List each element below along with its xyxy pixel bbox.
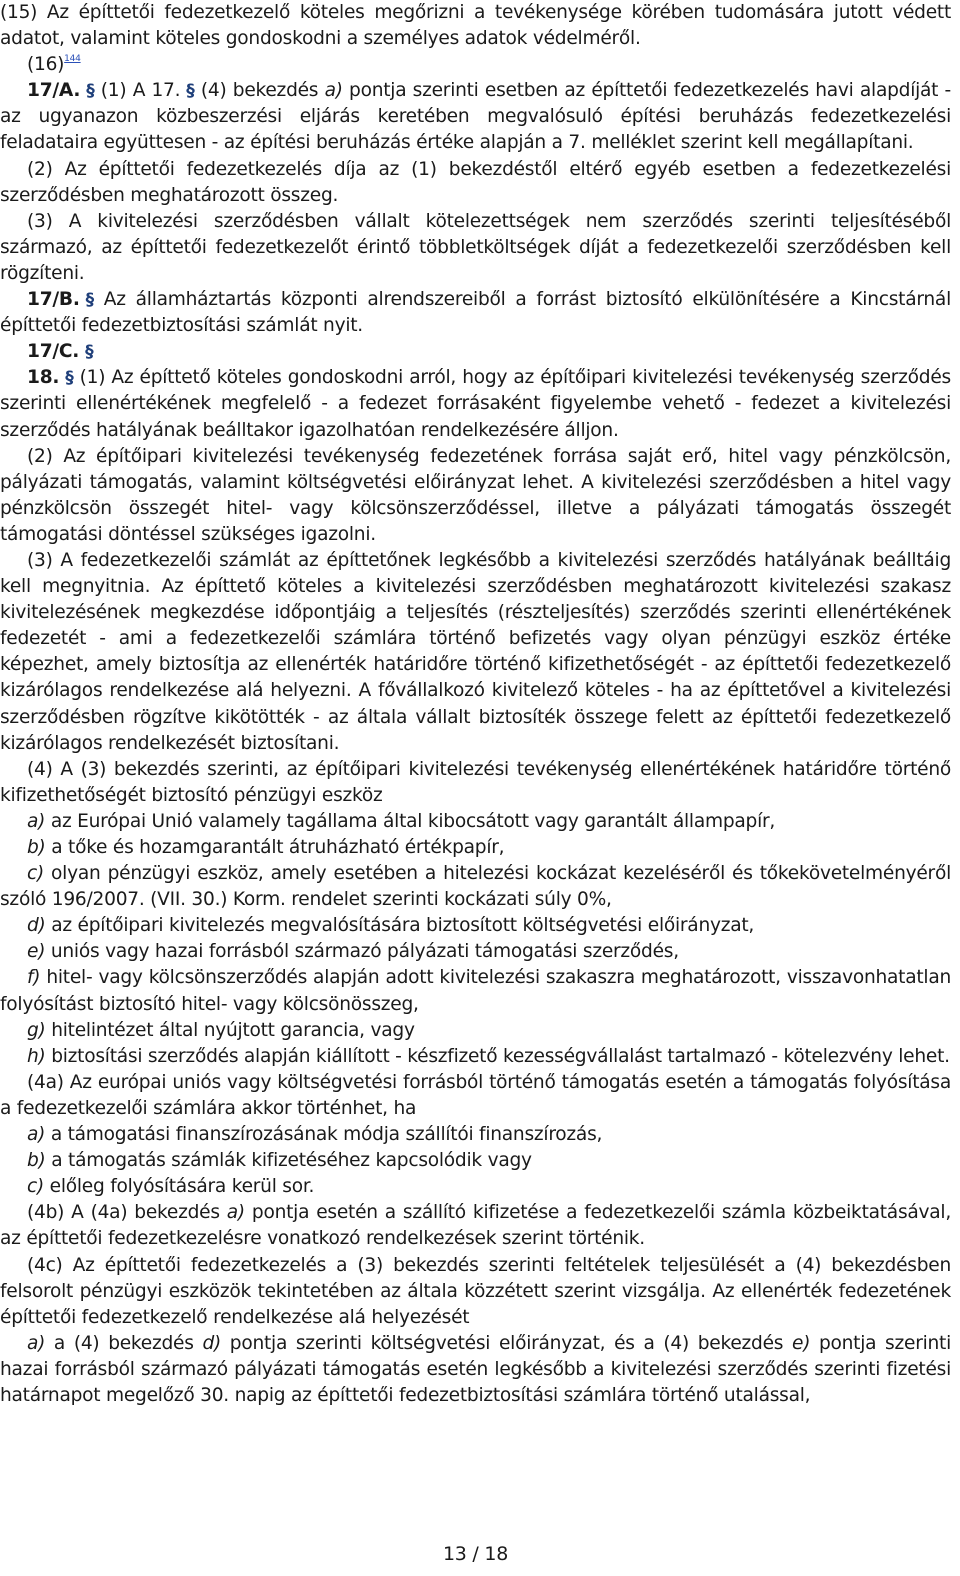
text-run: pontja szerinti esetben az építtetői fedezetkezelés havi alapdíját - az ugyanazon közbeszerzési eljárás keretében megvalósuló építési beruházás fedezetkezelési feladataira együttesen - az építési beruházás értéke alapján a 7. melléklet szerint kell megállapítani. — [0, 80, 951, 154]
text-run: pontja esetén a szállító kifizetése a fedezetkezelői számla közbeiktatásával, az építtetői fedezetkezelésre vonatkozó rendelkezések szerint történik. — [0, 1202, 951, 1250]
list-letter: c) — [27, 863, 44, 885]
footnote-link[interactable]: 144 — [64, 54, 81, 65]
section-heading: 17/C. — [27, 341, 80, 363]
list-item — [0, 1148, 951, 1174]
italic-reference: d) — [202, 1332, 222, 1354]
list-item — [0, 965, 951, 1017]
list-letter: a) — [27, 1332, 46, 1354]
paragraph-15: (15) Az építtetői fedezetkezelő köteles megőrizni a tevékenysége körében tudomására jutott védett adatot, valamint köteles gondoskodni a személyes adatok védelméről. — [0, 2, 951, 50]
section-18-para-4: (4) A (3) bekezdés szerinti, az építőipari kivitelezési tevékenység ellenértékének határidőre történő kifizethetőségét biztosító pénzügyi eszköz — [0, 758, 951, 806]
section-18-para-1 — [0, 365, 951, 443]
section-symbol-icon: § — [186, 81, 195, 102]
text-run: előleg folyósítására kerül sor. — [43, 1176, 315, 1198]
text-run: biztosítási szerződés alapján kiállított - készfizető kezességvállalást tartalmazó - kötelezvény lehet. — [45, 1045, 950, 1067]
section-symbol-icon: § — [85, 290, 94, 311]
text-run: (4b) A (4a) bekezdés — [27, 1202, 227, 1224]
text-run: az építőipari kivitelezés megvalósítására biztosított költségvetési előirányzat, — [45, 915, 755, 937]
section-symbol-icon: § — [86, 81, 95, 102]
text-run: az Európai Unió valamely tagállama által kibocsátott vagy garantált állampapír, — [45, 810, 776, 832]
list-letter: h) — [27, 1045, 46, 1067]
text-run: pontja szerinti költségvetési előirányzat, és a (4) bekezdés — [221, 1332, 792, 1354]
text-run: uniós vagy hazai forrásból származó pályázati támogatási szerződés, — [45, 941, 679, 963]
list-item — [0, 1122, 951, 1148]
text-run: Az államháztartás központi alrendszereiből a forrást biztosító elkülönítésére a Kincstárnál építtetői fedezetbiztosítási számlát nyit. — [0, 289, 951, 337]
text-run: a (4) bekezdés — [45, 1332, 203, 1354]
list-letter: a) — [27, 810, 46, 832]
section-heading: 18. — [27, 367, 60, 389]
list-letter: a) — [27, 1124, 46, 1146]
section-17a-para-3: (3) A kivitelezési szerződésben vállalt kötelezettségek nem szerződés szerinti teljesítéséből származó, az építtetői fedezetkezelőt érintő többletköltségek díját a fedezetkezelői szerződésben kell rögzíteni. — [0, 210, 951, 284]
list-letter: b) — [27, 1150, 46, 1172]
text-run: hitelintézet által nyújtott garancia, vagy — [45, 1019, 415, 1041]
list-letter: e) — [27, 941, 46, 963]
page-number: 13 / 18 — [442, 1543, 509, 1565]
section-17a-para-2: (2) Az építtetői fedezetkezelés díja az (1) bekezdéstől eltérő egyéb esetben a fedezetkezelési szerződésben meghatározott összeg. — [0, 158, 951, 206]
list-letter: b) — [27, 837, 46, 858]
text-run: pontja szerinti hazai forrásból származó pályázati támogatás esetén legkésőbb a kivitelezési szerződés szerinti fizetési határnapot megelőző 30. napig az építtetői fedezetbiztosítási számlára történő utalással, — [0, 1332, 951, 1406]
section-18-para-4c: (4c) Az építtetői fedezetkezelés a (3) bekezdés szerinti feltételek teljesülését a (4) bekezdésben felsorolt pénzügyi eszközök tekintetében az általa közzétett szerint vizsgálja. Az ellenérték fedezetének építtetői fedezetkezelő rendelkezése alá helyezését — [0, 1254, 951, 1328]
list-item — [0, 939, 951, 965]
section-18-para-4a: (4a) Az európai uniós vagy költségvetési forrásból történő támogatás esetén a támogatás folyósítása a fedezetkezelői számlára akkor történhet, ha — [0, 1071, 951, 1119]
section-heading: 17/A. — [27, 80, 81, 102]
text-run: hitel- vagy kölcsönszerződés alapján adott kivitelezési szakaszra meghatározott, visszavonhatatlan folyósítást biztosító hitel- vagy kölcsönösszeg, — [0, 967, 951, 1015]
section-18-para-4b — [0, 1200, 951, 1252]
text-run: a támogatás számlák kifizetéséhez kapcsolódik vagy — [45, 1150, 532, 1172]
list-item — [0, 861, 951, 913]
list-letter: f) — [27, 967, 41, 989]
italic-reference: a) — [324, 80, 343, 102]
list-item — [0, 1174, 951, 1200]
section-18-para-3: (3) A fedezetkezelői számlát az építtetőnek legkésőbb a kivitelezési szerződés hatályának beálltáig kell megnyitnia. Az építtető köteles a kivitelezési szerződésben meghatározott kivitelezési szakasz kivitelezésének megkezdése időpontjáig a teljesítés (részteljesítés) szerződés szerinti ellenértékének fedezetét - ami a fedezetkezelői számlára történő befizetés vagy olyan pénzügyi eszköz értéke képezhet, amely biztosítja az ellenérték határidőre történő kifizethetőségét - az építtetői fedezetkezelő kizárólagos rendelkezése alá helyezni. A fővállalkozó kivitelező köteles - ha az építtetővel a kivitelezési szerződésben rögzítve kikötötték - az általa vállalt biztosíték összege felett az építtetői fedezetkezelő kizárólagos rendelkezését biztosítani. — [0, 549, 951, 754]
section-18-para-2: (2) Az építőipari kivitelezési tevékenység fedezetének forrása saját erő, hitel vagy pénzkölcsön, pályázati támogatás, valamint költségvetési előirányzat lehet. A kivitelezési szerződésben a hitel vagy pénzkölcsön összegét hitel- vagy kölcsönszerződéssel, illetve a pályázati támogatás összegét támogatási döntéssel szükséges igazolni. — [0, 445, 951, 545]
text-run: (1) Az építtető köteles gondoskodni arról, hogy az építőipari kivitelezési tevékenység szerződés szerinti ellenértékének megfelelő - a fedezet forrásaként figyelembe vehető - fedezet a kivitelezési szerződés hatályának beálltakor igazolhatóan rendelkezésére álljon. — [0, 367, 951, 441]
list-item — [0, 835, 951, 861]
section-heading: 17/B. — [27, 289, 80, 311]
section-17a-para-1 — [0, 78, 951, 156]
text-run: olyan pénzügyi eszköz, amely esetében a hitelezési kockázat kezeléséről és tőkekövetelményéről szóló 196/2007. (VII. 30.) Korm. rendelet szerinti kockázati súly 0%, — [0, 863, 951, 911]
list-letter: c) — [27, 1176, 44, 1198]
paragraph-16 — [0, 52, 951, 78]
italic-reference: e) — [792, 1332, 811, 1354]
list-item — [0, 809, 951, 835]
list-item — [0, 1018, 951, 1044]
section-symbol-icon: § — [85, 342, 94, 363]
text-run: (4) bekezdés — [194, 80, 325, 102]
paragraph-label: (16) — [27, 54, 65, 76]
list-letter: g) — [27, 1019, 46, 1041]
italic-reference: a) — [226, 1202, 245, 1224]
text-run: (1) A 17. — [94, 80, 181, 102]
text-run: a tőke és hozamgarantált átruházható értékpapír, — [45, 837, 505, 858]
list-item — [0, 1044, 951, 1070]
section-17b — [0, 287, 951, 339]
list-item — [0, 913, 951, 939]
section-17c — [0, 339, 951, 365]
list-item — [0, 1331, 951, 1409]
section-symbol-icon: § — [65, 368, 74, 389]
text-run: a támogatási finanszírozásának módja szállítói finanszírozás, — [45, 1124, 603, 1146]
list-letter: d) — [27, 915, 46, 937]
